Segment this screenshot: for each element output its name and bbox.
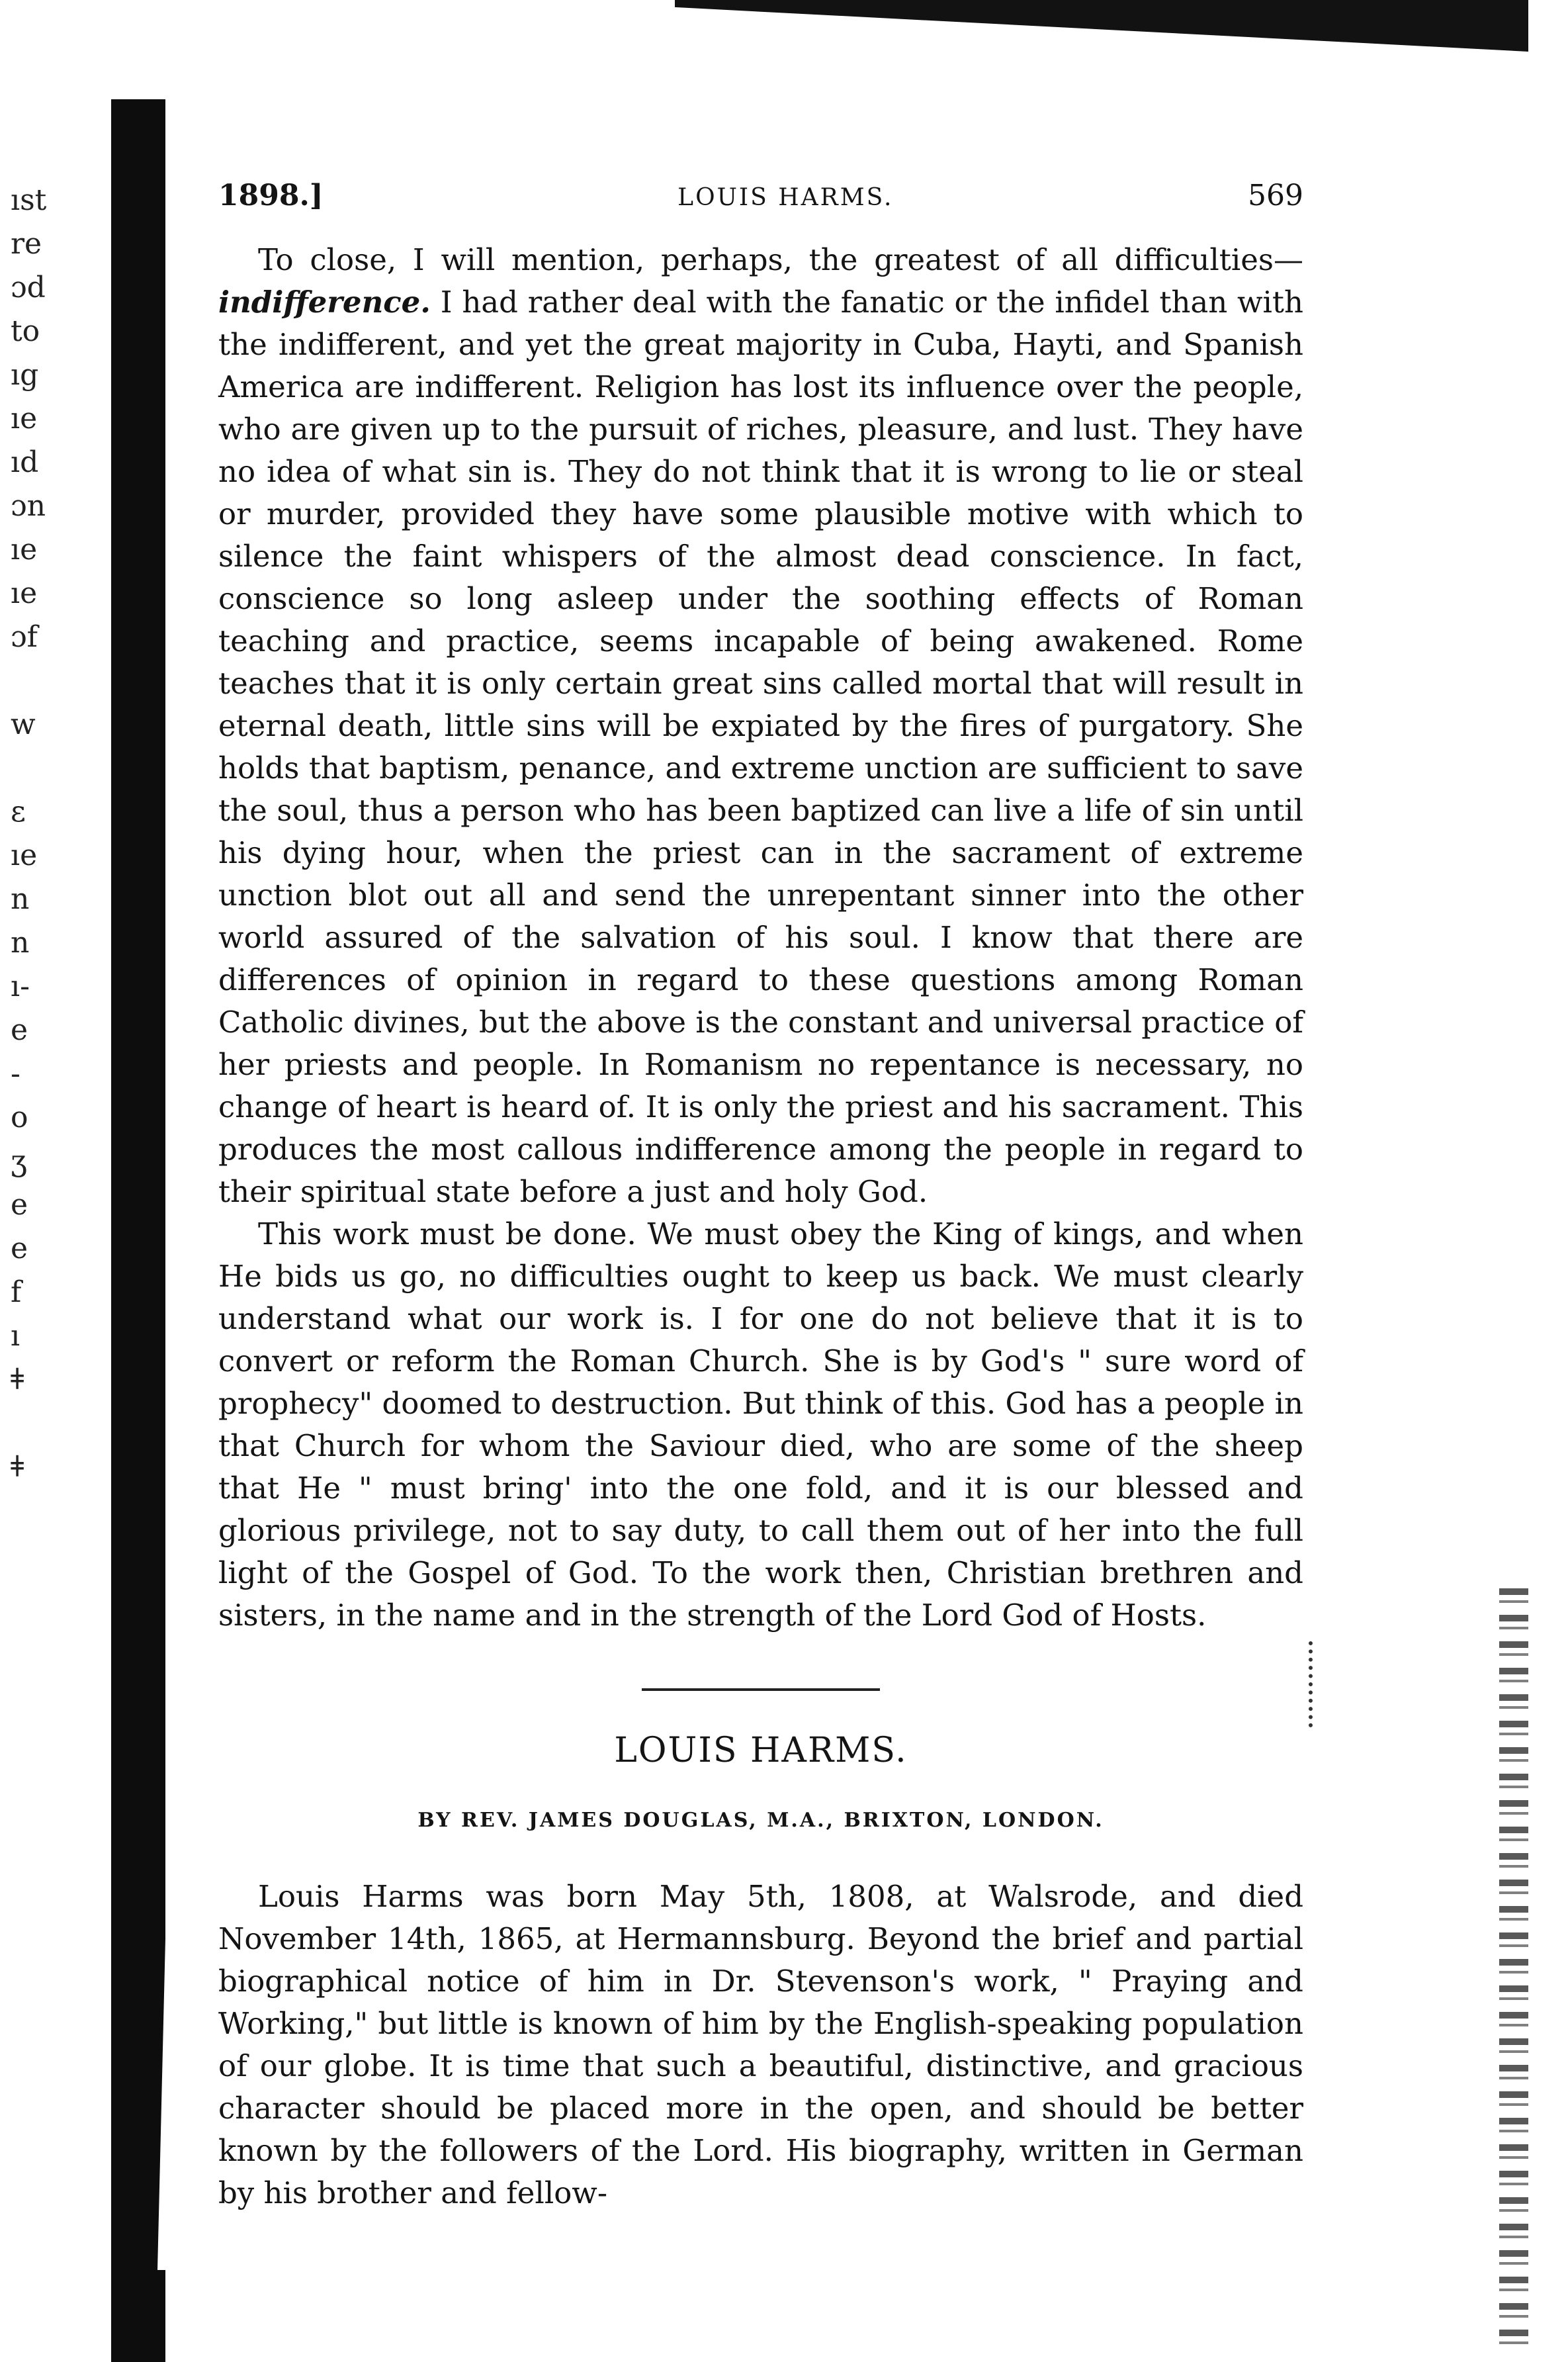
margin-fragment: e: [11, 1013, 28, 1047]
running-head: [218, 179, 1303, 212]
margin-fragment: ıg: [11, 358, 39, 392]
margin-fragment: n: [11, 926, 30, 960]
running-head-year: 1898.]: [218, 179, 324, 212]
margin-fragment: ı-: [11, 970, 30, 1003]
scan-noise: [1309, 1641, 1319, 1727]
margin-fragment: [0, 1489, 99, 1533]
margin-fragment: ɔn: [11, 489, 46, 523]
margin-fragment: ǂ: [11, 1363, 24, 1396]
body-paragraph: This work must be done. We must obey the King of kings, and when He bids us go, no difficulties ought to keep us back. We must clearly understand what our work is. I for one do not believe that it is to convert or reform the Roman Church. She is by God's " sure word of prophecy" doomed to destruction. But think of this. God has a people in that Church for whom the Saviour died, who are some of the sheep that He " must bring' into the one fold, and it is our blessed and glorious privilege, not to say duty, to call them out of her into the full light of the Gospel of God. To the work then, Christian brethren and sisters, in the name and in the strength of the Lord God of Hosts.: [218, 1216, 1303, 1633]
margin-fragment: ɔf: [11, 620, 38, 654]
body-paragraph: [218, 239, 1303, 1213]
margin-fragment: [0, 747, 99, 790]
margin-fragment: ǂ: [11, 1450, 24, 1484]
margin-fragment: f: [11, 1275, 22, 1309]
margin-fragment: ıst: [11, 183, 47, 217]
margin-fragment: ɔd: [11, 271, 46, 304]
margin-fragment: ıd: [11, 445, 39, 479]
paragraph-lead: To close, I will mention, perhaps, the greatest of all difficulties—: [258, 242, 1303, 277]
emphasis-indifference: indifference.: [218, 285, 431, 320]
margin-fragment: ıe: [11, 533, 38, 567]
margin-fragment: to: [11, 314, 40, 348]
scan-edge-shadow: [675, 0, 1528, 52]
facing-page-fragments: [0, 179, 99, 1533]
margin-fragment: ıe: [11, 402, 38, 435]
margin-fragment: ʒ: [11, 1144, 27, 1178]
page-number: 569: [1248, 179, 1303, 212]
margin-fragment: ɛ: [11, 795, 26, 829]
paragraph-rest: I had rather deal with the fanatic or the infidel than with the indifferent, and yet the great majority in Cuba, Hayti, and Spanish America are indifferent. Religion has lost its influence over the people, who are given up to the pursuit of riches, pleasure, and lust. They have no idea of what sin is. They do not think that it is wrong to lie or steal or murder, provided they have some plausible motive with which to silence the faint whispers of the almost dead conscience. In fact, conscience so long asleep under the soothing effects of Roman teaching and practice, seems incapable of being awakened. Rome teaches that it is only certain great sins called mortal that will result in eternal death, little sins will be expiated by the fires of purgatory. She holds that baptism, penance, and extreme unction are sufficient to save the soul, thus a person who has been baptized can live a life of sin until his dying hour, when the priest can in the sacrament of extreme unction blot out all and send the unrepentant sinner into the other world assured of the salvation of his soul. I know that there are differences of opinion in regard to these questions among Roman Catholic divines, but the above is the constant and universal practice of her priests and people. In Romanism no repentance is necessary, no change of heart is heard of. It is only the priest and his sacrament. This produces the most callous indifference among the people in regard to their spiritual state before a just and holy God.: [218, 285, 1303, 1209]
margin-fragment: o: [11, 1101, 28, 1134]
margin-fragment: -: [11, 1057, 21, 1091]
section-title: LOUIS HARMS.: [614, 1731, 908, 1770]
margin-fragment: w: [11, 707, 36, 741]
running-head-title: LOUIS HARMS.: [677, 184, 894, 211]
margin-fragment: e: [11, 1232, 28, 1265]
margin-fragment: [0, 1402, 99, 1445]
margin-fragment: ıe: [11, 576, 38, 610]
byline: BY REV. JAMES DOUGLAS, M.A., BRIXTON, LONDON.: [417, 1809, 1104, 1832]
margin-fragment: ı: [11, 1319, 21, 1353]
section-first-paragraph: Louis Harms was born May 5th, 1808, at Walsrode, and died November 14th, 1865, at Hermannsburg. Beyond the brief and partial biographical notice of him in Dr. Stevenson's work, " Praying and Working," but little is known of him by the English-speaking population of our globe. It is time that such a beautiful, distinctive, and gracious character should be placed more in the open, and should be better known by the followers of the Lord. His biography, written in German by his brother and fellow-: [218, 1879, 1303, 2210]
page-body: [218, 179, 1303, 2214]
margin-fragment: ıe: [11, 839, 38, 872]
scan-noise-edge: [1499, 1588, 1528, 2356]
binding-gutter-shadow: [111, 99, 165, 2362]
margin-fragment: re: [11, 227, 42, 261]
margin-fragment: e: [11, 1188, 28, 1222]
margin-fragment: [0, 659, 99, 703]
margin-fragment: n: [11, 882, 30, 916]
section-divider: [642, 1688, 880, 1691]
